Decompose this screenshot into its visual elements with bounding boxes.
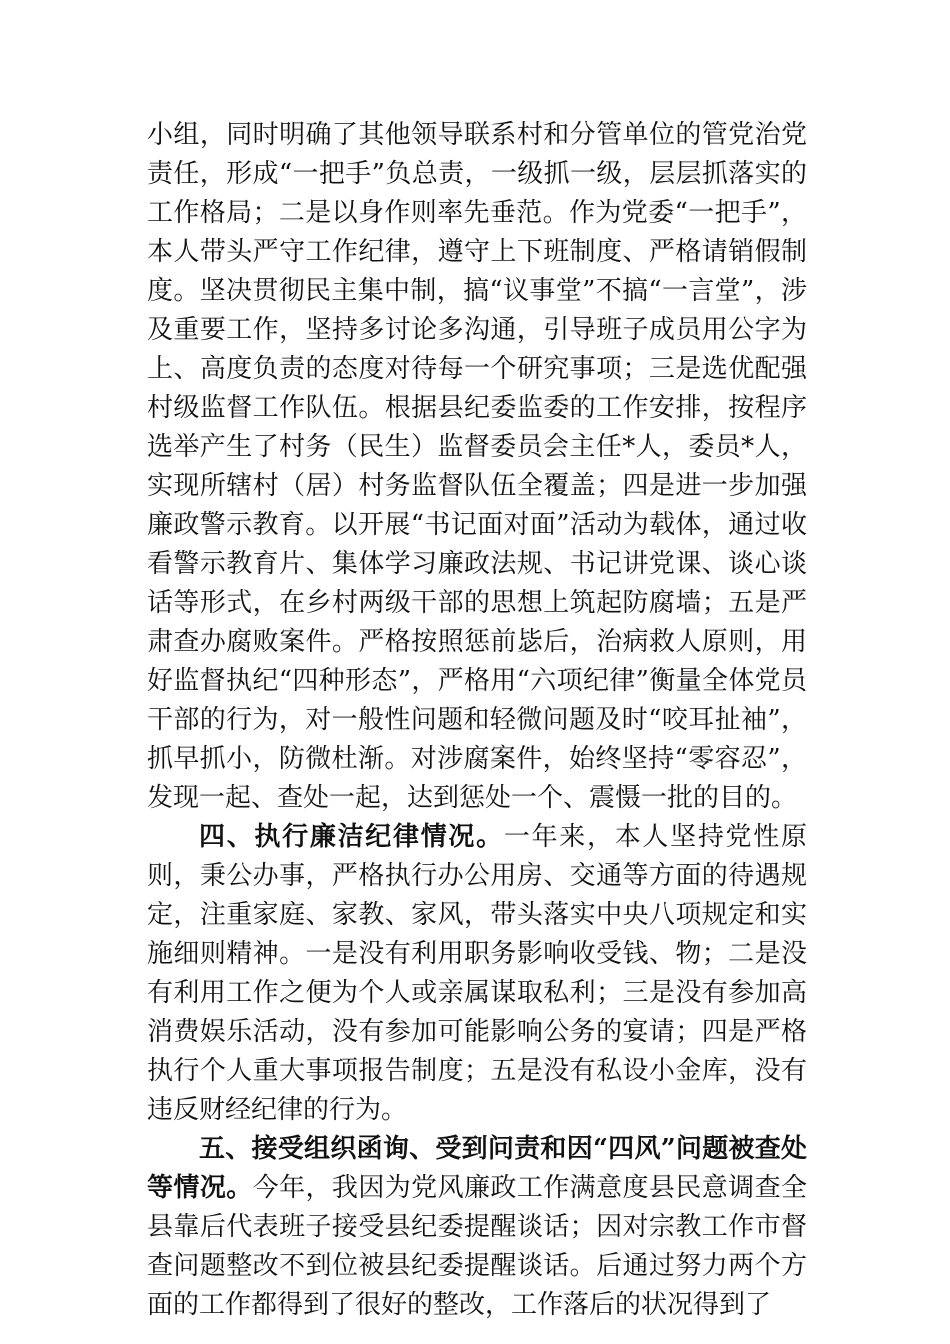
paragraph-body: 一年来，本人坚持党性原则，秉公办事，严格执行办公用房、交通等方面的待遇规定，注重家庭、家教、家风，带头落实中央八项规定和实施细则精神。一是没有利用职务影响收受钱、物；二是没有利用工作之便为个人或亲属谋取私利；三是没有参加高消费娱乐活动，没有参加可能影响公务的宴请；四是严格执行个人重大事项报告制度；五是没有私设小金库，没有违反财经纪律的行为。 <box>147 822 807 1125</box>
section-heading: 五、接受组织函询、受到问责和因“四风”问题被查处等情况。 <box>147 1134 807 1203</box>
paragraph-body: 小组，同时明确了其他领导联系村和分管单位的管党治党责任，形成“一把手”负总责，一级抓一级，层层抓落实的工作格局；二是以身作则率先垂范。作为党委“一把手”，本人带头严守工作纪律，遵守上下班制度、严格请销假制度。坚决贯彻民主集中制，搞“议事堂”不搞“一言堂”，涉及重要工作，坚持多讨论多沟通，引导班子成员用公字为上、高度负责的态度对待每一个研究事项；三是选优配强村级监督工作队伍。根据县纪委监委的工作安排，按程序选举产生了村务（民生）监督委员会主任*人，委员*人，实现所辖村（居）村务监督队伍全覆盖；四是进一步加强廉政警示教育。以开展“书记面对面”活动为载体，通过收看警示教育片、集体学习廉政法规、书记讲党课、谈心谈话等形式，在乡村两级干部的思想上筑起防腐墙；五是严肃查办腐败案件。严格按照惩前毖后，治病救人原则，用好监督执纪“四种形态”，严格用“六项纪律”衡量全体党员干部的行为，对一般性问题和轻微问题及时“咬耳扯袖”，抓早抓小，防微杜渐。对涉腐案件，始终坚持“零容忍”，发现一起、查处一起，达到惩处一个、震慑一批的目的。 <box>147 120 807 813</box>
document-body <box>147 116 807 1325</box>
paragraph-section-five <box>147 1130 807 1325</box>
section-heading: 四、执行廉洁纪律情况。 <box>199 822 504 852</box>
paragraph-continued <box>147 116 807 818</box>
paragraph-body: 今年，我因为党风廉政工作满意度县民意调查全县靠后代表班子接受县纪委提醒谈话；因对宗教工作市督查问题整改不到位被县纪委提醒谈话。后通过努力两个方面的工作都得到了很好的整改，工作落后的状况得到了 <box>147 1173 807 1320</box>
paragraph-section-four <box>147 818 807 1130</box>
